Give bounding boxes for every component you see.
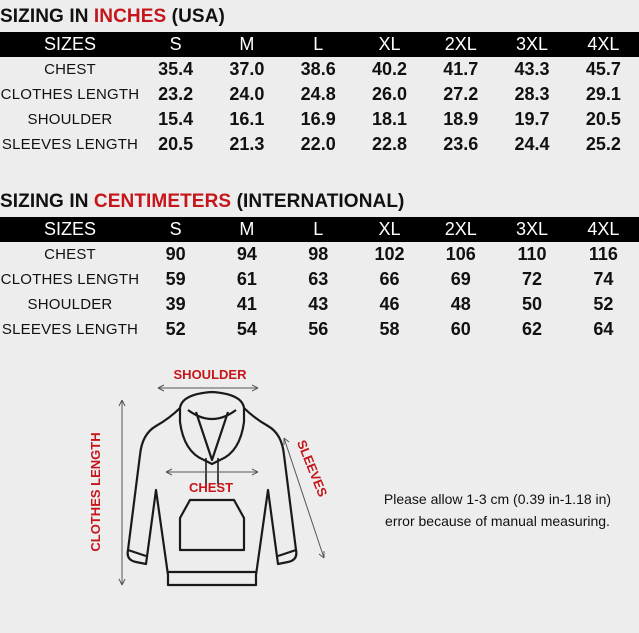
- table-cell: 37.0: [229, 59, 265, 79]
- size-header-3xl: 3XL: [496, 217, 567, 242]
- chest-label: CHEST: [188, 480, 234, 495]
- inches-size-table: [0, 32, 639, 157]
- size-header-s: S: [140, 217, 211, 242]
- table-cell: 90: [165, 244, 186, 264]
- shoulder-label: SHOULDER: [173, 367, 247, 382]
- hoodie-measurement-diagram: [70, 360, 360, 630]
- sizes-header-label: SIZES: [0, 32, 140, 57]
- row-label: CHEST: [44, 61, 96, 78]
- table-cell: 25.2: [585, 134, 621, 154]
- table-row: [0, 267, 639, 292]
- row-label: SHOULDER: [27, 111, 113, 128]
- table-cell: 38.6: [300, 59, 336, 79]
- table-cell: 48: [450, 294, 471, 314]
- table-row: [0, 292, 639, 317]
- size-header-2xl: 2XL: [425, 32, 496, 57]
- size-header-3xl: 3XL: [496, 32, 567, 57]
- measurement-note: [360, 488, 635, 532]
- table-cell: 56: [308, 319, 329, 339]
- cm-title-accent: CENTIMETERS: [93, 191, 232, 212]
- cm-title-suffix: (INTERNATIONAL): [231, 191, 405, 212]
- table-cell: 18.1: [371, 109, 407, 129]
- table-cell: 22.0: [300, 134, 336, 154]
- row-label: SLEEVES LENGTH: [1, 136, 139, 153]
- table-cell: 58: [379, 319, 400, 339]
- table-cell: 16.1: [229, 109, 265, 129]
- table-cell: 110: [517, 244, 547, 264]
- table-cell: 116: [588, 244, 618, 264]
- table-row: [0, 317, 639, 342]
- table-cell: 39: [165, 294, 186, 314]
- size-header-4xl: 4XL: [568, 217, 639, 242]
- size-header-4xl: 4XL: [568, 32, 639, 57]
- cm-header-row: [0, 217, 639, 242]
- table-cell: 40.2: [371, 59, 407, 79]
- inches-title-suffix: (USA): [166, 6, 225, 27]
- table-cell: 23.6: [443, 134, 479, 154]
- table-cell: 27.2: [443, 84, 479, 104]
- table-cell: 74: [593, 269, 614, 289]
- table-cell: 60: [450, 319, 471, 339]
- table-cell: 59: [165, 269, 186, 289]
- row-label: CHEST: [44, 246, 96, 263]
- size-header-s: S: [140, 32, 211, 57]
- sleeves-label: SLEEVES: [293, 437, 331, 499]
- inches-title-accent: INCHES: [93, 6, 167, 27]
- table-cell: 69: [450, 269, 471, 289]
- table-cell: 18.9: [443, 109, 479, 129]
- size-header-2xl: 2XL: [425, 217, 496, 242]
- table-cell: 50: [522, 294, 543, 314]
- table-cell: 102: [374, 244, 405, 264]
- cm-title-prefix: SIZING IN: [0, 191, 94, 212]
- table-cell: 61: [236, 269, 257, 289]
- table-cell: 72: [522, 269, 543, 289]
- table-cell: 20.5: [585, 109, 621, 129]
- table-cell: 24.0: [229, 84, 265, 104]
- table-cell: 24.4: [514, 134, 550, 154]
- table-cell: 106: [445, 244, 476, 264]
- sizes-header-label: SIZES: [0, 217, 140, 242]
- table-row: [0, 107, 639, 132]
- table-cell: 64: [593, 319, 614, 339]
- table-cell: 29.1: [585, 84, 621, 104]
- size-header-xl: XL: [354, 217, 425, 242]
- table-cell: 19.7: [514, 109, 550, 129]
- table-cell: 98: [308, 244, 329, 264]
- table-cell: 54: [236, 319, 257, 339]
- table-cell: 62: [522, 319, 543, 339]
- size-header-l: L: [283, 32, 354, 57]
- size-header-m: M: [211, 217, 282, 242]
- table-cell: 15.4: [158, 109, 194, 129]
- table-cell: 35.4: [158, 59, 194, 79]
- table-cell: 94: [236, 244, 257, 264]
- row-label: CLOTHES LENGTH: [0, 271, 140, 288]
- table-cell: 45.7: [585, 59, 621, 79]
- inches-header-row: [0, 32, 639, 57]
- row-label: CLOTHES LENGTH: [0, 86, 140, 103]
- table-cell: 52: [593, 294, 614, 314]
- note-line-1: Please allow 1-3 cm (0.39 in-1.18 in): [383, 491, 612, 507]
- table-cell: 22.8: [371, 134, 407, 154]
- table-cell: 46: [379, 294, 400, 314]
- table-cell: 52: [165, 319, 186, 339]
- table-cell: 41: [236, 294, 257, 314]
- table-cell: 41.7: [443, 59, 479, 79]
- table-cell: 24.8: [300, 84, 336, 104]
- table-row: [0, 242, 639, 267]
- table-cell: 63: [308, 269, 329, 289]
- table-cell: 23.2: [158, 84, 194, 104]
- clothes-length-label: CLOTHES LENGTH: [88, 432, 103, 552]
- inches-section-title: [0, 6, 225, 28]
- chest-arrow: [166, 469, 258, 475]
- table-row: [0, 57, 639, 82]
- size-header-l: L: [283, 217, 354, 242]
- size-header-xl: XL: [354, 32, 425, 57]
- cm-size-table: [0, 217, 639, 342]
- cm-section-title: [0, 191, 404, 213]
- inches-title-prefix: SIZING IN: [0, 6, 94, 27]
- table-cell: 16.9: [300, 109, 336, 129]
- table-cell: 21.3: [229, 134, 265, 154]
- note-line-2: error because of manual measuring.: [385, 513, 610, 529]
- size-header-m: M: [211, 32, 282, 57]
- table-cell: 20.5: [158, 134, 194, 154]
- table-cell: 26.0: [371, 84, 407, 104]
- table-cell: 28.3: [514, 84, 550, 104]
- table-row: [0, 132, 639, 157]
- table-cell: 43.3: [514, 59, 550, 79]
- table-row: [0, 82, 639, 107]
- table-cell: 66: [379, 269, 400, 289]
- length-arrow: [119, 400, 125, 585]
- table-cell: 43: [308, 294, 329, 314]
- shoulder-arrow: [158, 385, 258, 391]
- row-label: SHOULDER: [27, 296, 113, 313]
- row-label: SLEEVES LENGTH: [1, 321, 139, 338]
